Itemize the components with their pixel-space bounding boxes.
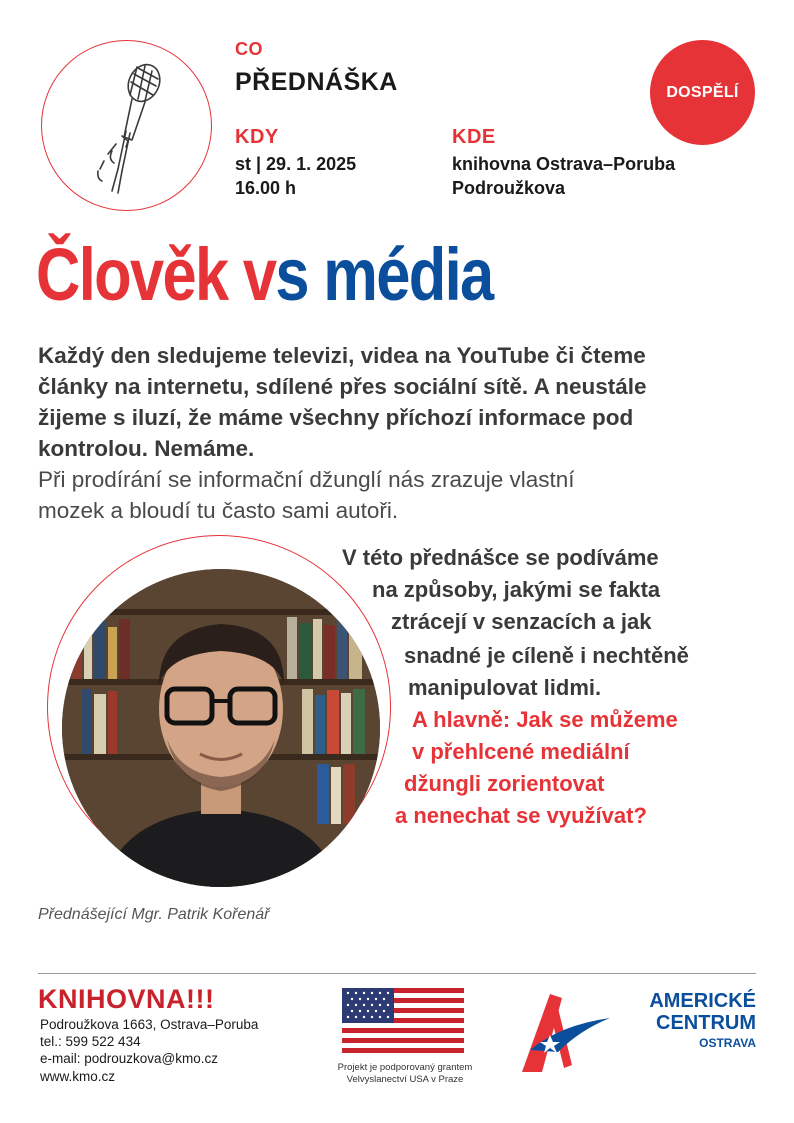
intro-line: kontrolou. Nemáme. [38, 436, 255, 461]
side-line: snadné je cíleně i nechtěně [404, 643, 689, 668]
grant-line-2: Velvyslanectví USA v Praze [346, 1074, 464, 1085]
side-question-line: A hlavně: Jak se můžeme [412, 707, 678, 732]
event-date: st | 29. 1. 2025 [235, 154, 357, 174]
americke-centrum-logo-icon [520, 990, 610, 1075]
library-logo: KNIHOVNA!!! [38, 984, 215, 1014]
intro-line: žijeme s iluzí, že máme všechny příchozí informace pod [38, 405, 634, 430]
kdy-label: KDY [235, 126, 279, 148]
title-part-red: Člověk v [36, 233, 276, 316]
library-phone: tel.: 599 522 434 [40, 1034, 141, 1049]
microphone-circle [41, 40, 212, 211]
library-web: www.kmo.cz [40, 1069, 116, 1084]
side-question-line: džungli zorientovat [404, 771, 605, 796]
side-line: V této přednášce se podíváme [342, 545, 659, 570]
lecturer-caption: Přednášející Mgr. Patrik Kořenář [38, 906, 270, 923]
side-line: manipulovat lidmi. [408, 675, 602, 700]
ac-line-1: AMERICKÉ [649, 990, 756, 1012]
event-street: Podroužkova [452, 178, 566, 198]
intro-line-light: mozek a bloudí tu často sami autoři. [38, 498, 399, 523]
page-title [36, 233, 493, 316]
side-line: ztrácejí v senzacích a jak [391, 609, 652, 634]
intro-paragraph [38, 340, 758, 526]
title-part-blue: média [307, 233, 493, 316]
intro-line: články na internetu, sdílené přes sociální sítě. A neustále [38, 374, 647, 399]
event-time: 16.00 h [235, 178, 297, 198]
library-email: e-mail: podrouzkova@kmo.cz [40, 1051, 219, 1066]
event-place: knihovna Ostrava–Poruba [452, 154, 676, 174]
ac-line-3: OSTRAVA [699, 1036, 756, 1050]
microphone-icon [42, 41, 213, 212]
lecturer-photo [62, 569, 380, 887]
footer-divider [38, 973, 756, 974]
ac-line-2: CENTRUM [656, 1012, 756, 1034]
title-part-blue-s: s [275, 233, 308, 316]
kde-label: KDE [452, 126, 496, 148]
side-question-line: v přehlcené mediální [412, 739, 630, 764]
intro-line: Každý den sledujeme televizi, videa na YouTube či čteme [38, 343, 646, 368]
intro-line-light: Při prodírání se informační džunglí nás zrazuje vlastní [38, 467, 575, 492]
us-flag-icon [342, 988, 464, 1053]
grant-line-1: Projekt je podporovaný grantem [337, 1062, 473, 1073]
library-address: Podroužkova 1663, Ostrava–Poruba [40, 1017, 259, 1032]
audience-badge: DOSPĚLÍ [650, 40, 755, 145]
side-question-line: a nenechat se využívat? [395, 803, 647, 828]
event-type: PŘEDNÁŠKA [235, 68, 398, 96]
grant-note [300, 1062, 510, 1086]
side-line: na způsoby, jakými se fakta [372, 577, 661, 602]
co-label: CO [235, 39, 263, 59]
